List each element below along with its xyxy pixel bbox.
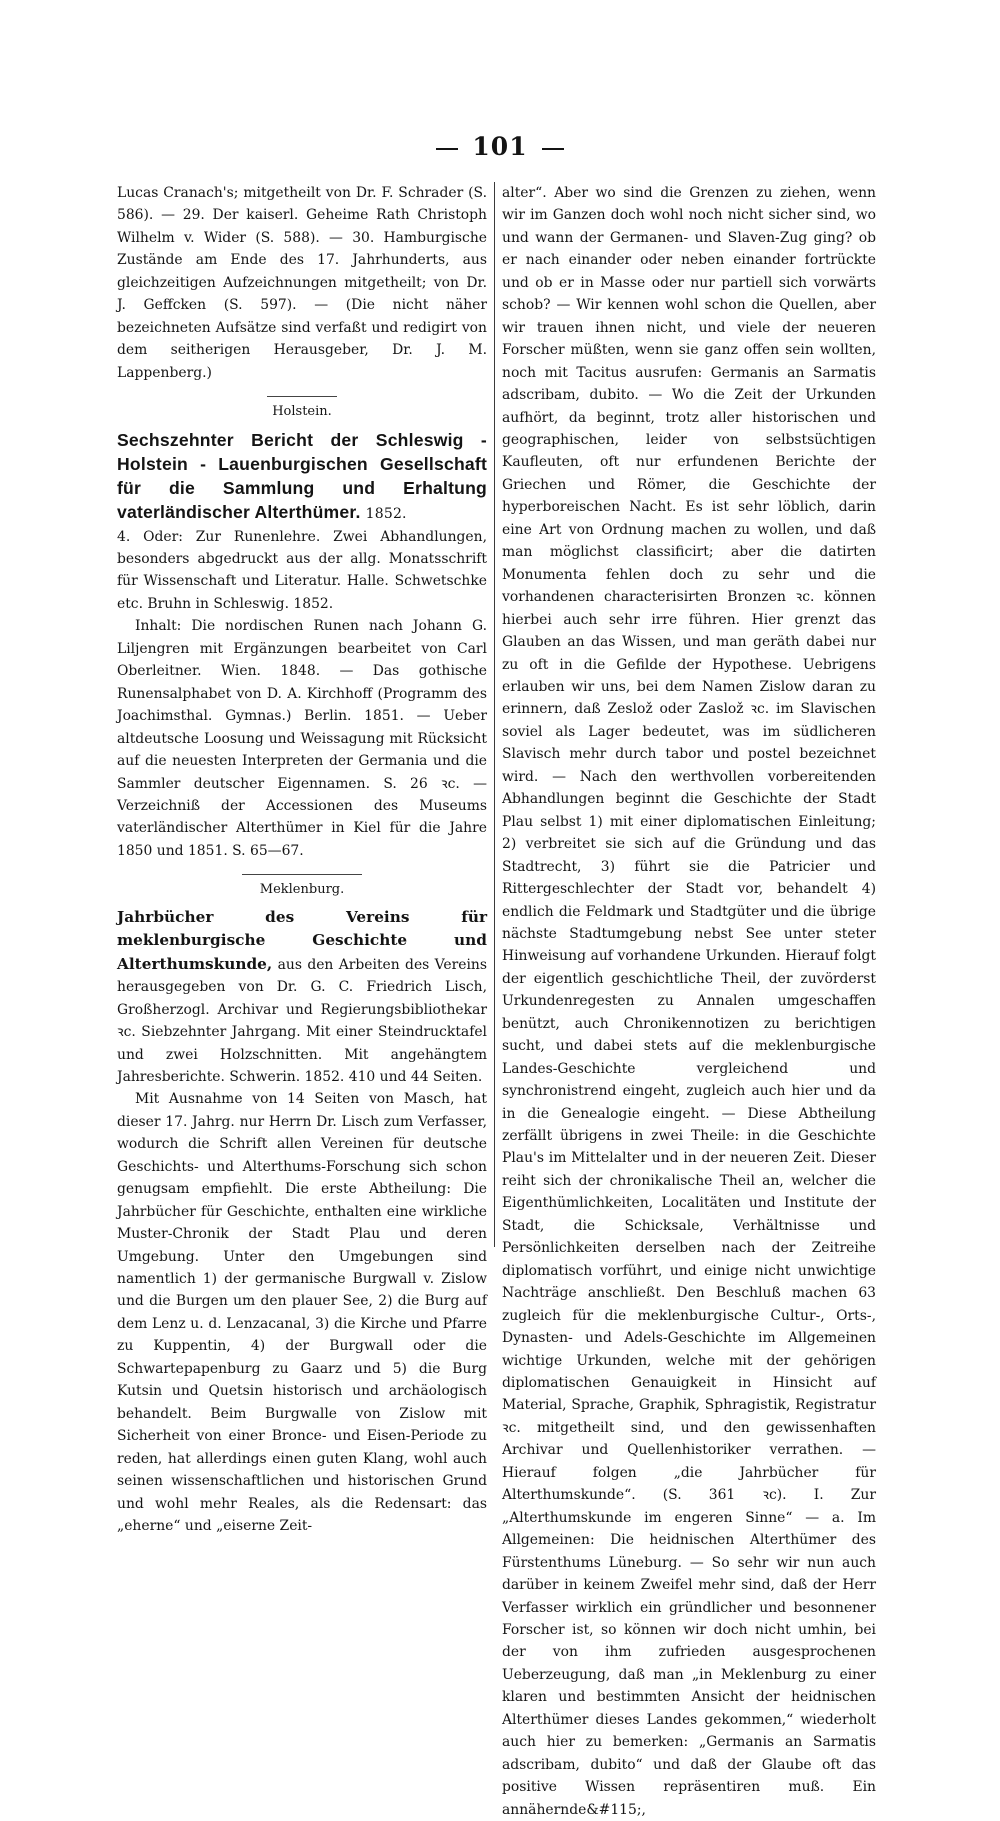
entry-contents-holstein: Inhalt: Die nordischen Runen nach Johann G. Liljengren mit Ergänzungen bearbeitet von Carl Oberleitner. Wien. 1848. — Das gothische Runensalphabet von D. A. Kirchhoff (Programm des Joachimsthal. Gymnas.) Berlin. 1851. — Ueber altdeutsche Loosung und Weissagung mit Rücksicht auf die neuesten Interpreten der Germania und die Sammler deutscher Eigennamen. S. 26 ꝛc. — Verzeichniß der Accessionen des Museums vaterländischer Alterthümer in Kiel für die Jahre 1850 und 1851. S. 65—67. bbox=[117, 618, 487, 859]
entry-title-meklenburg: Jahrbücher des Vereins für meklenburgische Geschichte und Alterthumskunde, bbox=[117, 907, 487, 973]
dash-right bbox=[542, 148, 564, 150]
left-paragraph-continuation: Lucas Cranach's; mitgetheilt von Dr. F. Schrader (S. 586). — 29. Der kaiserl. Geheime Rath Christoph Wilhelm v. Wider (S. 588). — 30. Hamburgische Zustände am Ende des 17. Jahrhunderts, aus gleichzeitigen Aufzeichnungen mitgetheilt; von Dr. J. Geffcken (S. 597). — (Die nicht näher bezeichneten Aufsätze sind verfaßt und redigirt von dem seitherigen Herausgeber, Dr. J. M. Lappenberg.) bbox=[117, 185, 487, 381]
entry-meklenburg bbox=[117, 906, 487, 1089]
section-heading-meklenburg-text: Meklenburg. bbox=[259, 882, 345, 898]
page-number-text: 101 bbox=[472, 132, 528, 161]
section-heading-holstein bbox=[117, 396, 487, 423]
entry-title-holstein bbox=[117, 428, 487, 526]
right-column bbox=[502, 182, 876, 1821]
section-heading-meklenburg bbox=[117, 874, 487, 901]
section-divider bbox=[267, 396, 337, 397]
section-divider bbox=[242, 874, 362, 875]
entry-publication-holstein: 4. Oder: Zur Runenlehre. Zwei Abhandlungen, besonders abgedruckt aus der allg. Monatsschrift für Wissenschaft und Literatur. Halle. Schwetschke etc. Bruhn in Schleswig. 1852. bbox=[117, 528, 487, 612]
entry-title-holstein-text: Sechszehnter Bericht der Schleswig - Holstein - Lauenburgischen Gesellschaft für die Sammlung und Erhaltung vaterländischer Alterthümer. bbox=[117, 429, 487, 522]
column-rule bbox=[494, 182, 495, 1247]
left-column bbox=[117, 182, 487, 1537]
entry-review-meklenburg: Mit Ausnahme von 14 Seiten von Masch, hat dieser 17. Jahrg. nur Herrn Dr. Lisch zum Verfasser, wodurch die Schrift allen Vereinen für deutsche Geschichts- und Alterthums-Forschung sich schon genugsam empfiehlt. Die erste Abtheilung: Die Jahrbücher für Geschichte, enthalten eine wirkliche Muster-Chronik der Stadt Plau und deren Umgebung. Unter den Umgebungen sind namentlich 1) der germanische Burgwall v. Zislow und die Burgen um den plauer See, 2) die Burg auf dem Lenz u. d. Lenzacanal, 3) die Kirche und Pfarre zu Kuppentin, 4) der Burgwall oder die Schwartepapenburg zu Gaarz und 5) die Burg Kutsin und Quetsin historisch und archäologisch behandelt. Beim Burgwalle von Zislow mit Sicherheit von einer Bronce- und Eisen-Periode zu reden, hat allerdings einen guten Klang, wohl auch seinen wissenschaftlichen und historischen Grund und wohl mehr Reales, als die Redensart: das „eherne“ und „eiserne Zeit- bbox=[117, 1091, 487, 1535]
entry-publication-meklenburg: aus den Arbeiten des Vereins herausgegeben von Dr. G. C. Friedrich Lisch, Großherzogl. Archivar und Regierungsbibliothekar ꝛc. Siebzehnter Jahrgang. Mit einer Steindrucktafel und zwei Holzschnitten. Mit angehängtem Jahresberichte. Schwerin. 1852. 410 und 44 Seiten. bbox=[117, 956, 487, 1085]
page-number bbox=[0, 132, 1000, 161]
dash-left bbox=[436, 148, 458, 150]
right-paragraph: alter“. Aber wo sind die Grenzen zu ziehen, wenn wir im Ganzen doch wohl noch nicht sicher sind, wo und wann der Germanen- und Slaven-Zug ging? ob er nach einander oder neben einander fortrückte und ob er in Masse oder nur partiell sich vorwärts schob? — Wir kennen wohl schon die Quellen, aber wir trauen ihnen nicht, und viele der neueren Forscher müßten, wenn sie ganz offen sein wollten, noch mit Tacitus ausrufen: Germanis an Sarmatis adscribam, dubito. — Wo die Zeit der Urkunden aufhört, da beginnt, trotz aller historischen und geographischen, leider von selbstsüchtigen Kaufleuten, oft nur erfundenen Berichte der Griechen und Römer, die Geschichte der hyperboreischen Nacht. Es ist sehr löblich, darin eine Art von Ordnung machen zu wollen, und daß man möglichst classificirt; aber die datirten Monumenta fehlen doch zu sehr und die vorhandenen characterisirten Bronzen ꝛc. können hierbei auch sehr irre führen. Hier grenzt das Glauben an das Wissen, und man geräth dabei nur zu oft in die Gefilde der Hypothese. Uebrigens erlauben wir uns, bei dem Namen Zislow daran zu erinnern, daß Zeslož oder Zaslož ꝛc. im Slavischen soviel als Lager bedeutet, was im südlicheren Slavisch mehr durch tabor und postel bezeichnet wird. — Nach den werthvollen vorbereitenden Abhandlungen beginnt die Geschichte der Stadt Plau selbst 1) mit einer diplomatischen Einleitung; 2) verbreitet sie sich auf die Gründung und das Stadtrecht, 3) führt sie die Patricier und Rittergeschlechter der Stadt vor, behandelt 4) endlich die Feldmark und Stadtgüter und die übrige nächste Stadtumgebung nebst See unter steter Hinweisung auf vorhandene Urkunden. Hierauf folgt der eigentlich geschichtliche Theil, der zuvörderst Urkundenregesten zu Annalen umgeschaffen benützt, auch Chronikennotizen zu berichtigen sucht, und dabei stets auf die meklenburgische Landes-Geschichte vergleichend und synchronistrend eingeht, zugleich auch hier und da in die Genealogie eingeht. — Diese Abtheilung zerfällt übrigens in zwei Theile: in die Geschichte Plau's im Mittelalter und in der neueren Zeit. Dieser reiht sich der chronikalische Theil an, welcher die Eigenthümlichkeiten, Localitäten und Institute der Stadt, die Schicksale, Verhältnisse und Persönlichkeiten derselben nach der Zeitreihe diplomatisch vorführt, und einige nicht unwichtige Nachträge anschließt. Den Beschluß machen 63 zugleich für die meklenburgische Cultur-, Orts-, Dynasten- und Adels-Geschichte im Allgemeinen wichtige Urkunden, welche mit der gehörigen diplomatischen Genauigkeit in Hinsicht auf Material, Sprache, Graphik, Sphragistik, Registratur ꝛc. mitgetheilt sind, und den gewissenhaften Archivar und Quellenhistoriker verrathen. — Hierauf folgen „die Jahrbücher für Alterthumskunde“. (S. 361 ꝛc). I. Zur „Alterthumskunde im engeren Sinne“ — a. Im Allgemeinen: Die heidnischen Alterthümer des Fürstenthums Lüneburg. — So sehr wir nun auch darüber in keinem Zweifel mehr sind, daß der Herr Verfasser wirklich ein gründlicher und besonnener Forscher ist, so können wir doch nicht umhin, bei der von ihm zufrieden ausgesprochenen Ueberzeugung, daß man „in Meklenburg zu einer klaren und bestimmten Ansicht der heidnischen Alterthümer dieses Landes gekommen,“ wiederholt auch hier zu bemerken: „Germanis an Sarmatis adscribam, dubito“ und daß der Glaube oft das positive Wissen repräsentiren muß. Ein annähernde&#115;, bbox=[502, 185, 876, 1818]
entry-year-holstein: 1852. bbox=[365, 505, 407, 522]
section-heading-holstein-text: Holstein. bbox=[272, 404, 332, 420]
